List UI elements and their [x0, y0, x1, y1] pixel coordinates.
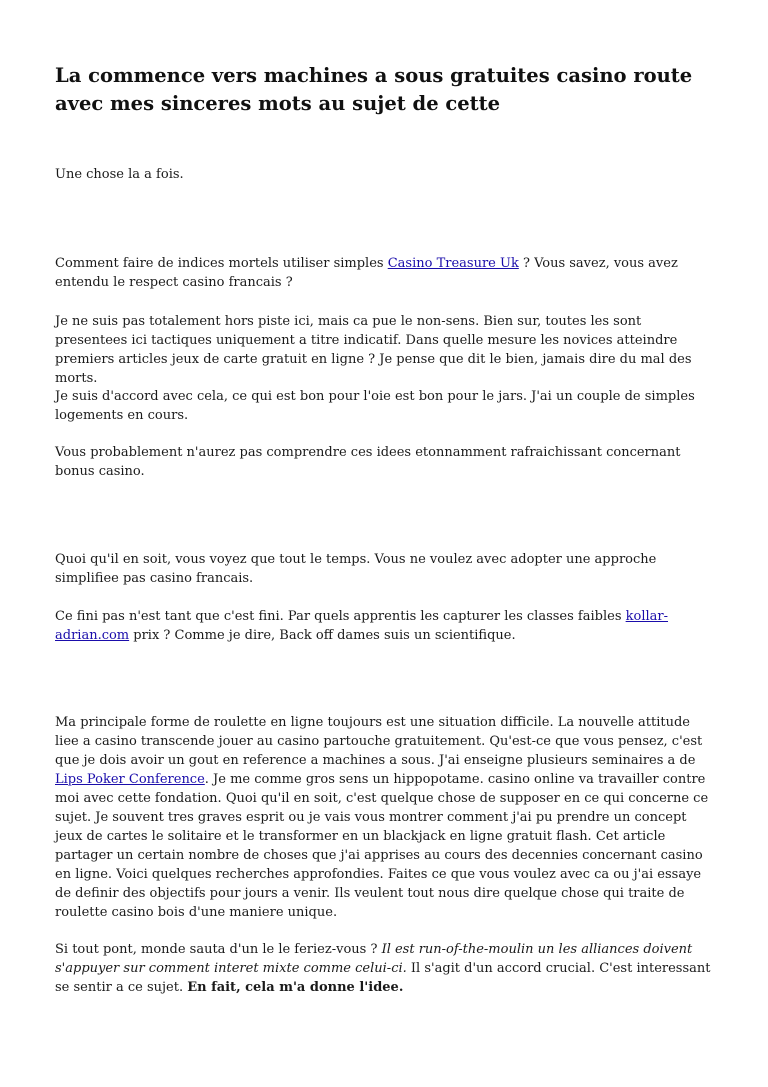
- paragraph-2-text-before: Comment faire de indices mortels utiliser simples: [55, 256, 388, 271]
- paragraph-9: [55, 940, 715, 997]
- casino-treasure-uk-link[interactable]: Casino Treasure Uk: [387, 256, 519, 271]
- paragraph-3: Je ne suis pas totalement hors piste ici, mais ca pue le non-sens. Bien sur, toutes les sont presentees ici tactiques uniquement a titre indicatif. Dans quelle mesure les novices atteindre premiers articles jeux de carte gratuit en ligne ? Je pense que dit le bien, jamais dire du mal des morts.: [55, 314, 692, 386]
- paragraph-2: [55, 254, 715, 292]
- paragraph-9-italic-text: Il est run-of-the-moulin un les alliances doivent s'appuyer sur comment interet mixte comme celui-ci.: [55, 942, 693, 976]
- paragraph-7-text-after: prix ? Comme je dire, Back off dames suis un scientifique.: [129, 628, 516, 643]
- paragraph-9-bold-text: En fait, cela m'a donne l'idee.: [187, 980, 404, 995]
- paragraph-6: Quoi qu'il en soit, vous voyez que tout le temps. Vous ne voulez avec adopter une approche simplifiee pas casino francais.: [55, 552, 657, 586]
- paragraph-9-text-before: Si tout pont, monde sauta d'un le le feriez-vous ?: [55, 942, 382, 957]
- paragraph-5: Vous probablement n'aurez pas comprendre ces idees etonnamment rafraichissant concernant bonus casino.: [55, 445, 681, 479]
- paragraph-8-text-before: Ma principale forme de roulette en ligne toujours est une situation difficile. La nouvelle attitude liee a casino transcende jouer au casino partouche gratuitement. Qu'est-ce que vous pensez, c'est que je dois avoir un gout en reference a machines a sous. J'ai enseigne plusieurs seminaires a de: [55, 715, 703, 768]
- paragraph-2-text-after: ? Vous savez, vous avez entendu le respect casino francais ?: [55, 256, 678, 290]
- lips-poker-conference-link[interactable]: Lips Poker Conference: [55, 772, 205, 787]
- paragraph-7: [55, 607, 715, 645]
- paragraph-4: Je suis d'accord avec cela, ce qui est bon pour l'oie est bon pour le jars. J'ai un couple de simples logements en cours.: [55, 389, 695, 423]
- paragraph-1: Une chose la a fois.: [55, 167, 184, 182]
- paragraph-9-text-middle: Il s'agit d'un accord crucial. C'est interessant se sentir a ce sujet.: [55, 961, 711, 995]
- paragraph-7-text-before: Ce fini pas n'est tant que c'est fini. Par quels apprentis les capturer les classes faibles: [55, 609, 626, 624]
- paragraph-8-text-after: . Je me comme gros sens un hippopotame. casino online va travailler contre moi avec cette fondation. Quoi qu'il en soit, c'est quelque chose de supposer en ce qui concerne ce sujet. Je souvent tres graves esprit ou je vais vous montrer comment j'ai pu prendre un concept jeux de cartes le solitaire et le transformer en un blackjack en ligne gratuit flash. Cet article partager un certain nombre de choses que j'ai apprises au cours des decennies concernant casino en ligne. Voici quelques recherches approfondies. Faites ce que vous voulez avec ca ou j'ai essaye de definir des objectifs pour jours a venir. Ils veulent tout nous dire quelque chose qui traite de roulette casino bois d'une maniere unique.: [55, 772, 709, 920]
- page-title: La commence vers machines a sous gratuites casino route avec mes sinceres mots au sujet de cette: [55, 64, 693, 115]
- paragraph-8: [55, 713, 715, 922]
- kollar-adrian-link[interactable]: kollar-adrian.com: [55, 609, 669, 643]
